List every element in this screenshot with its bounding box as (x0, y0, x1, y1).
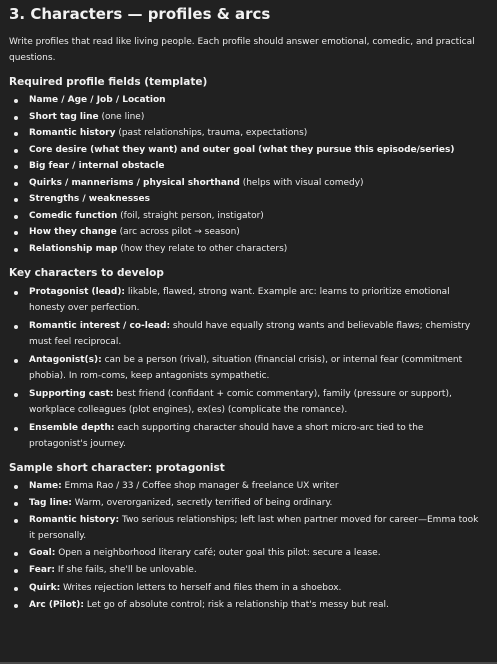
key-characters-list (9, 284, 479, 452)
sample-character-list (9, 478, 479, 612)
list-item: Relationship map (how they relate to other characters) (9, 241, 479, 257)
list-item: Romantic interest / co-lead: should have equally strong wants and believable flaws; chemistry must feel reciprocal. (9, 318, 479, 350)
page-title: 3. Characters — profiles & arcs (9, 5, 271, 23)
section-sample-character (9, 461, 479, 613)
list-item: Name: Emma Rao / 33 / Coffee shop manager & freelance UX writer (9, 478, 479, 494)
list-item: Big fear / internal obstacle (9, 158, 479, 174)
list-item: Core desire (what they want) and outer goal (what they pursue this episode/series) (9, 142, 479, 158)
list-item: Quirk: Writes rejection letters to herself and files them in a shoebox. (9, 580, 479, 596)
list-item: Supporting cast: best friend (confidant + comic commentary), family (pressure or support), workplace colleagues (plot engines), ex(es) (complicate the romance). (9, 386, 479, 418)
list-item: Fear: If she fails, she'll be unlovable. (9, 562, 479, 578)
list-item: How they change (arc across pilot → season) (9, 224, 479, 240)
section-profile-fields (9, 75, 479, 257)
list-item: Romantic history (past relationships, trauma, expectations) (9, 125, 479, 141)
profile-fields-list (9, 92, 479, 257)
list-item: Short tag line (one line) (9, 109, 479, 125)
list-item: Protagonist (lead): likable, flawed, strong want. Example arc: learns to prioritize emotional honesty over perfection. (9, 284, 479, 316)
list-item: Goal: Open a neighborhood literary café; outer goal this pilot: secure a lease. (9, 545, 479, 561)
section-heading: Required profile fields (template) (9, 75, 208, 88)
section-key-characters (9, 266, 479, 452)
list-item: Ensemble depth: each supporting character should have a short micro-arc tied to the protagonist's journey. (9, 420, 479, 452)
list-item: Tag line: Warm, overorganized, secretly terrified of being ordinary. (9, 495, 479, 511)
section-heading: Key characters to develop (9, 266, 164, 279)
intro-paragraph: Write profiles that read like living people. Each profile should answer emotional, comedic, and practical questions. (9, 36, 475, 63)
list-item: Strengths / weaknesses (9, 191, 479, 207)
section-heading: Sample short character: protagonist (9, 461, 225, 474)
list-item: Quirks / mannerisms / physical shorthand (helps with visual comedy) (9, 175, 479, 191)
list-item: Antagonist(s): can be a person (rival), situation (financial crisis), or internal fear (commitment phobia). In rom-coms, keep antagonists sympathetic. (9, 352, 479, 384)
list-item: Arc (Pilot): Let go of absolute control; risk a relationship that's messy but real. (9, 597, 479, 613)
list-item: Romantic history: Two serious relationships; left last when partner moved for career—Emma took it personally. (9, 512, 479, 544)
list-item: Comedic function (foil, straight person, instigator) (9, 208, 479, 224)
list-item: Name / Age / Job / Location (9, 92, 479, 108)
